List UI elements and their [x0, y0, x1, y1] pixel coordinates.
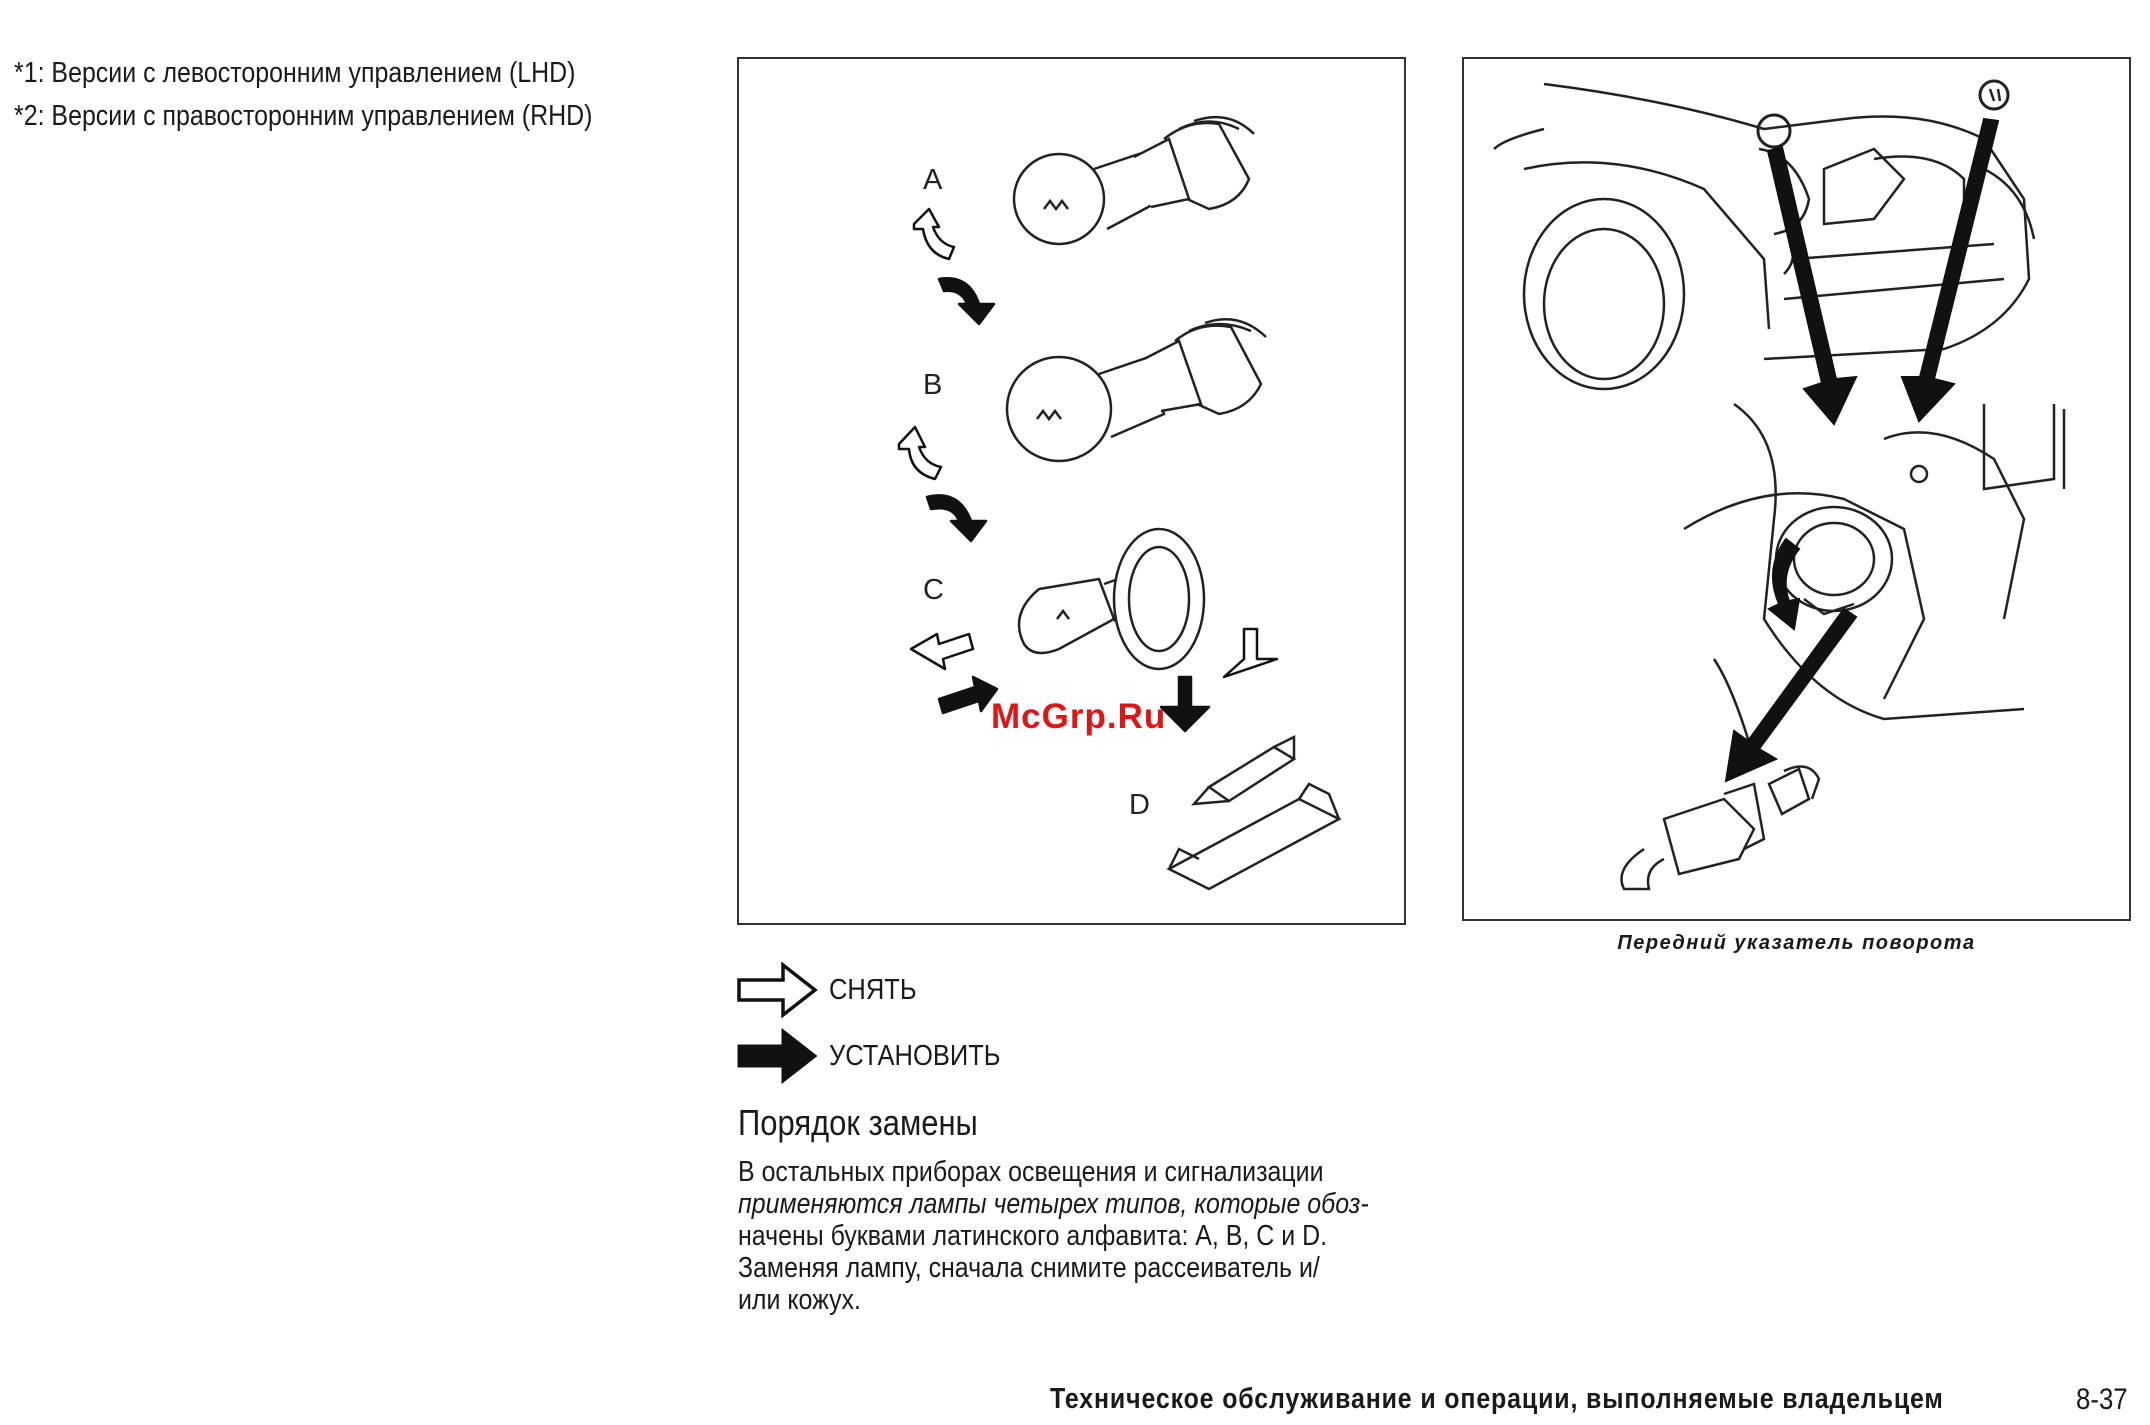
bulb-b-drawing	[1007, 319, 1266, 461]
bulb-label-d: D	[1129, 789, 1150, 821]
paragraph-line: начены буквами латинского алфавита: A, B, C и D.	[738, 1220, 1328, 1252]
footnote-lhd: *1: Версии с левосторонним управлением (LHD)	[14, 57, 576, 89]
legend-remove	[737, 962, 929, 1018]
paragraph-line: применяются лампы четырех типов, которые обоз-	[738, 1188, 1369, 1220]
watermark: McGrp.Ru	[991, 697, 1167, 736]
section-heading: Порядок замены	[738, 1102, 978, 1143]
figure-caption: Передний указатель поворота	[1617, 932, 1976, 954]
turn-signal-drawing	[1464, 59, 2129, 919]
legend-install	[737, 1028, 1024, 1084]
front-turn-signal-illustration	[1462, 57, 2131, 921]
section-paragraph	[738, 1156, 1369, 1316]
paragraph-line: или кожух.	[738, 1284, 861, 1316]
bulb-a-drawing	[1014, 117, 1254, 244]
bulb-label-b: B	[923, 369, 943, 401]
bulb-types-drawing	[739, 59, 1404, 923]
footer-chapter-title: Техническое обслуживание и операции, выполняемые владельцем	[1050, 1383, 1944, 1415]
solid-arrow-icon	[737, 1028, 819, 1084]
paragraph-line: Заменяя лампу, сначала снимите рассеиватель и/	[738, 1252, 1320, 1284]
footnote-rhd: *2: Версии с правосторонним управлением (RHD)	[14, 100, 593, 132]
page-number: 8-37	[2076, 1383, 2128, 1416]
footnotes	[14, 52, 592, 138]
legend-remove-label: СНЯТЬ	[829, 973, 917, 1006]
bulb-label-c: C	[923, 574, 944, 606]
outline-arrow-icon	[737, 962, 819, 1018]
paragraph-line: В остальных приборах освещения и сигнализации	[738, 1156, 1324, 1188]
bulb-d-drawing	[1169, 737, 1339, 889]
legend-install-label: УСТАНОВИТЬ	[829, 1039, 1001, 1072]
bulb-label-a: A	[923, 164, 943, 196]
bulb-types-illustration	[737, 57, 1406, 925]
bulb-c-drawing	[1019, 529, 1204, 669]
